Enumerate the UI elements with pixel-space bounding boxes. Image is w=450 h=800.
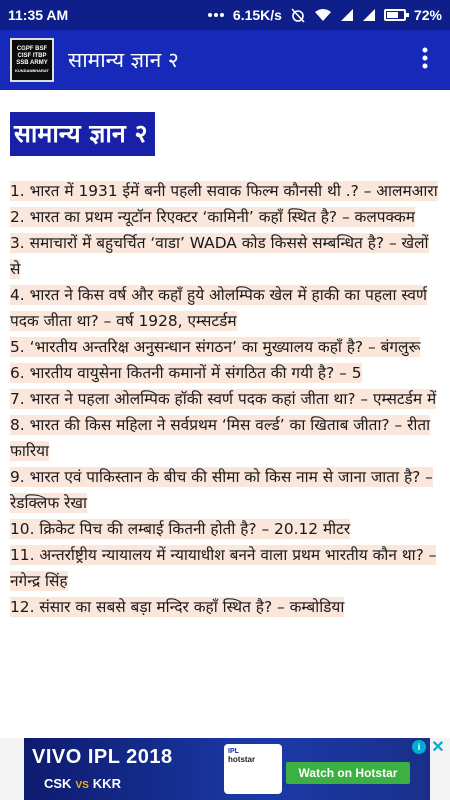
qa-list [10, 178, 440, 620]
ad-phone-image [224, 744, 282, 794]
qa-item [10, 230, 440, 282]
info-icon[interactable]: i [412, 740, 426, 754]
qa-item [10, 542, 440, 594]
qa-item-text: 5. ‘भारतीय अन्तरिक्ष अनुसन्धान संगठन’ का मुख्यालय कहाँ है? – बंगलुरू [10, 338, 421, 356]
qa-item-text: 12. संसार का सबसे बड़ा मन्दिर कहाँ स्थित है? – कम्बोडिया [10, 598, 345, 616]
battery-percent: 72% [413, 7, 442, 23]
signal-icon [362, 8, 376, 22]
ad-vs: VS [75, 780, 89, 791]
qa-item [10, 334, 440, 360]
ad-phone-brand: hotstar [228, 755, 256, 764]
qa-item-text: 10. क्रिकेट पिच की लम्बाई कितनी होती है? – 20.12 मीटर [10, 520, 351, 538]
qa-item-text: 9. भारत एवं पाकिस्तान के बीच की सीमा को किस नाम से जाना जाता है? – रेडक्लिफ रेखा [10, 468, 433, 512]
ad-match [44, 776, 121, 791]
qa-item [10, 360, 440, 386]
logo-line: CGPF BSF [16, 46, 48, 52]
qa-item [10, 204, 440, 230]
close-icon[interactable]: ✕ [431, 739, 445, 756]
app-bar [0, 30, 450, 90]
qa-item-text: 3. समाचारों में बहुचर्चित ‘वाडा’ WADA कोड किससे सम्बन्धित है? – खेलों से [10, 234, 429, 278]
qa-item [10, 594, 440, 620]
ad-team-a: CSK [44, 776, 72, 791]
qa-item [10, 412, 440, 464]
more-vert-icon [422, 47, 428, 73]
qa-item-text: 11. अन्तर्राष्ट्रीय न्यायालय में न्यायाधीश बनने वाला प्रथम भारतीय कौन था? – नगेन्द्र सिंह [10, 546, 437, 590]
signal-icon [340, 8, 354, 22]
qa-item-text: 4. भारत ने किस वर्ष और कहाँ हुये ओलम्पिक खेल में हाकी का पहला स्वर्ण पदक जीता था? – वर्ष 1928, एम्सटर्डम [10, 286, 428, 330]
logo-line: CISF ITBP [17, 53, 47, 59]
ad-banner[interactable] [0, 738, 450, 800]
net-speed: 6.15K/s [232, 7, 282, 23]
qa-item [10, 282, 440, 334]
qa-item [10, 464, 440, 516]
qa-item-text: 7. भारत ने पहला ओलम्पिक हॉकी स्वर्ण पदक कहां जीता था? – एम्सटर्डम में [10, 390, 437, 408]
watch-on-hotstar-button[interactable]: Watch on Hotstar [286, 762, 410, 784]
qa-item-text: 6. भारतीय वायुसेना कितनी कमानों में संगठित की गयी है? – 5 [10, 364, 362, 382]
more-dots-icon [207, 12, 225, 18]
logo-line: KUNDANBHARAT [15, 68, 49, 73]
qa-item-text: 8. भारत की किस महिला ने सर्वप्रथम ‘मिस वर्ल्ड’ का खिताब जीता? – रीता फारिया [10, 416, 431, 460]
overflow-menu-button[interactable] [410, 40, 440, 80]
app-logo[interactable] [10, 38, 54, 82]
ad-team-b: KKR [92, 776, 121, 791]
qa-item-text: 2. भारत का प्रथम न्यूटॉन रिएक्टर ‘कामिनी’ कहाँ स्थित है? – कलपक्कम [10, 208, 415, 226]
alarm-off-icon [290, 7, 306, 23]
logo-line: SSB ARMY [16, 60, 48, 66]
status-bar [0, 0, 450, 30]
ad-title: VIVO IPL 2018 [32, 746, 173, 768]
ad-phone-label: IPL [228, 748, 239, 755]
battery-level [387, 12, 399, 18]
battery-icon [384, 9, 406, 21]
article-heading: सामान्य ज्ञान २ [10, 112, 155, 156]
qa-item [10, 386, 440, 412]
qa-item-text: 1. भारत में 1931 ईमें बनी पहली सवाक फिल्म कौनसी थी .? – आलमआरा [10, 182, 438, 200]
ad-creative[interactable] [24, 738, 430, 800]
wifi-icon [314, 8, 332, 22]
article-content[interactable] [0, 90, 450, 738]
qa-item [10, 178, 440, 204]
qa-item [10, 516, 440, 542]
app-title: सामान्य ज्ञान २ [68, 48, 179, 72]
status-time: 11:35 AM [8, 7, 69, 23]
